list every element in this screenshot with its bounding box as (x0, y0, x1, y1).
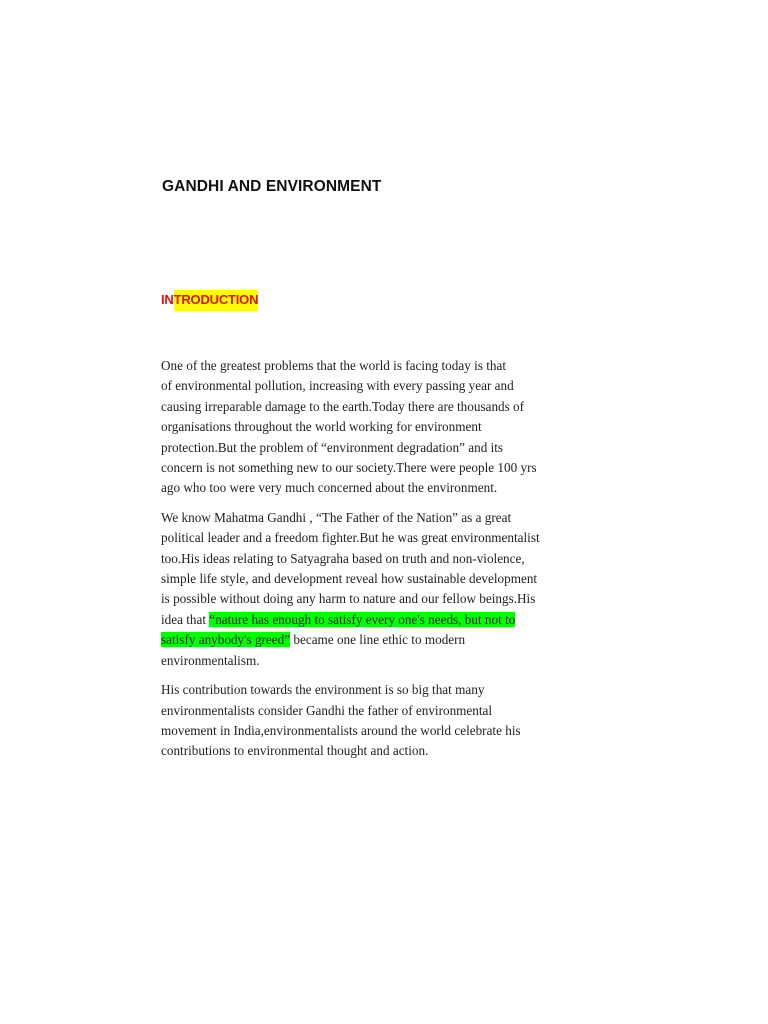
text-line: environmentalism. (161, 652, 260, 668)
text-line: is possible without doing any harm to nature and our fellow beings.His (161, 591, 536, 607)
text-line: ago who too were very much concerned about the environment. (161, 480, 498, 496)
text-line: causing irreparable damage to the earth.Today there are thousands of (161, 398, 525, 414)
text-line: political leader and a freedom fighter.But he was great environmentalist (161, 530, 540, 546)
text-line: simple life style, and development reveal how sustainable development (161, 571, 538, 587)
text-line: too.His ideas relating to Satyagraha based on truth and non-violence, (161, 550, 525, 566)
text-fragment: idea that (161, 611, 210, 627)
text-line-quote-start (161, 610, 611, 630)
paragraph-2 (161, 508, 611, 671)
text-line-quote-end (161, 630, 611, 650)
text-line: protection.But the problem of “environment degradation” and its (161, 439, 504, 455)
text-line: His contribution towards the environment is so big that many (161, 682, 485, 698)
text-line: organisations throughout the world working for environment (161, 419, 482, 435)
paragraph-1 (161, 356, 611, 499)
text-line: of environmental pollution, increasing with every passing year and (161, 378, 514, 394)
section-heading-plain: IN (161, 292, 174, 307)
text-line: concern is not something new to our society.There were people 100 yrs (161, 460, 537, 476)
paragraph-3 (161, 680, 611, 762)
text-line: We know Mahatma Gandhi , “The Father of the Nation” as a great (161, 509, 512, 525)
section-heading-highlighted: TRODUCTION (174, 290, 259, 311)
text-line: movement in India,environmentalists around the world celebrate his (161, 722, 521, 738)
text-fragment: became one line ethic to modern (290, 632, 466, 648)
text-line: environmentalists consider Gandhi the father of environmental (161, 702, 493, 718)
section-heading-introduction (161, 289, 258, 311)
highlighted-quote: satisfy anybody's greed” (161, 632, 291, 648)
document-title: GANDHI AND ENVIRONMENT (162, 178, 382, 195)
highlighted-quote: “nature has enough to satisfy every one's needs, but not to (209, 611, 516, 627)
body-text (161, 356, 611, 771)
text-line: contributions to environmental thought and action. (161, 743, 429, 759)
text-line: One of the greatest problems that the world is facing today is that (161, 358, 506, 373)
